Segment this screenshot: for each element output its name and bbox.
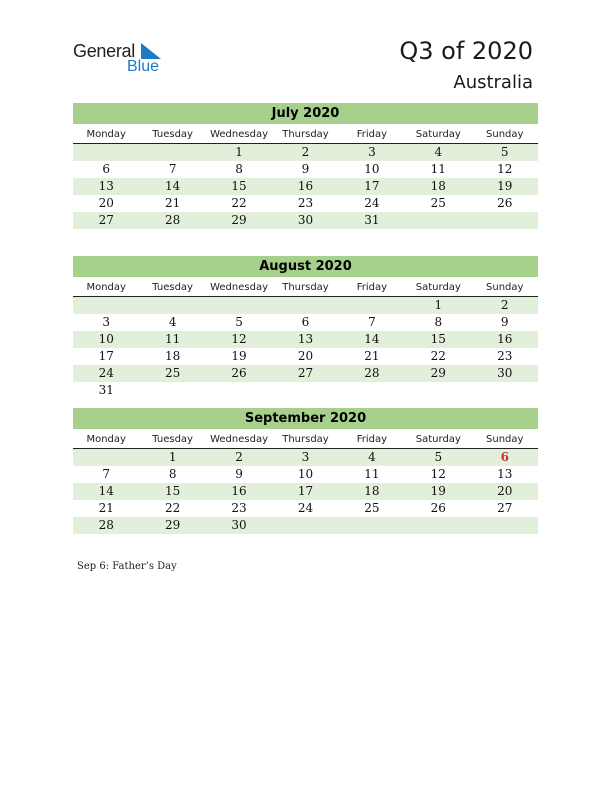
day-cell xyxy=(472,517,538,534)
day-cell: 10 xyxy=(98,332,114,346)
weekday-label: Sunday xyxy=(486,434,524,445)
day-cell: 9 xyxy=(500,315,509,329)
day-cell: 27 xyxy=(297,366,314,380)
day-cell: 7 xyxy=(368,315,376,329)
day-cell: 5 xyxy=(500,145,509,159)
week-row xyxy=(73,365,538,382)
day-cell: 30 xyxy=(497,366,513,380)
weekday-label: Thursday xyxy=(282,434,329,445)
day-cell xyxy=(272,382,338,399)
weekday-label: Friday xyxy=(356,282,388,293)
day-cell xyxy=(139,144,205,161)
day-cell: 27 xyxy=(497,501,513,515)
weekday-label: Wednesday xyxy=(210,282,268,293)
day-cell: 25 xyxy=(430,196,446,210)
week-row xyxy=(73,178,538,195)
day-cell: 24 xyxy=(364,196,380,210)
day-cell: 15 xyxy=(231,179,247,193)
day-cell: 7 xyxy=(168,162,177,176)
day-cell: 28 xyxy=(164,213,181,227)
day-cell: 13 xyxy=(497,467,513,481)
day-cell: 11 xyxy=(164,332,181,346)
day-cell: 16 xyxy=(231,484,247,498)
logo-text-blue: Blue xyxy=(127,58,160,75)
day-cell: 11 xyxy=(430,162,446,176)
week-row xyxy=(73,449,538,466)
day-cell: 16 xyxy=(297,179,314,193)
day-cell: 2 xyxy=(301,145,310,159)
day-cell: 6 xyxy=(102,162,111,176)
country-title: Australia xyxy=(453,72,533,93)
day-cell: 20 xyxy=(297,349,314,363)
day-cell: 23 xyxy=(297,196,314,210)
day-cell: 17 xyxy=(297,484,314,498)
day-cell: 8 xyxy=(235,162,243,176)
day-cell: 2 xyxy=(235,450,243,464)
weekday-label: Saturday xyxy=(415,282,461,293)
day-cell: 21 xyxy=(98,501,114,515)
week-row xyxy=(73,314,538,331)
day-cell: 12 xyxy=(430,467,446,481)
weekday-header-row xyxy=(73,432,538,449)
week-row xyxy=(73,382,538,399)
weekday-label: Friday xyxy=(356,129,388,140)
day-cell: 19 xyxy=(497,179,513,193)
day-cell: 28 xyxy=(98,518,114,532)
day-cell: 13 xyxy=(297,332,314,346)
week-row xyxy=(73,517,538,534)
general-blue-logo xyxy=(73,41,173,77)
day-cell: 12 xyxy=(231,332,247,346)
weekday-label: Tuesday xyxy=(152,129,193,140)
day-cell: 18 xyxy=(430,179,446,193)
weekday-label: Saturday xyxy=(415,434,461,445)
week-row xyxy=(73,212,538,229)
month-calendar xyxy=(73,408,538,534)
day-cell xyxy=(405,382,471,399)
day-cell: 3 xyxy=(102,315,111,329)
day-cell: 30 xyxy=(231,518,247,532)
day-cell xyxy=(139,382,205,399)
day-cell xyxy=(73,297,139,314)
day-cell: 15 xyxy=(430,332,446,346)
week-row xyxy=(73,466,538,483)
day-cell: 5 xyxy=(235,315,243,329)
day-cell: 24 xyxy=(297,501,314,515)
weekday-label: Monday xyxy=(86,129,126,140)
day-cell xyxy=(73,144,139,161)
day-cell: 27 xyxy=(98,213,114,227)
week-row xyxy=(73,161,538,178)
day-cell xyxy=(405,517,471,534)
week-row xyxy=(73,331,538,348)
weekday-label: Thursday xyxy=(282,129,329,140)
weekday-label: Wednesday xyxy=(210,129,268,140)
weekday-label: Tuesday xyxy=(152,282,193,293)
day-cell: 23 xyxy=(231,501,247,515)
day-cell: 8 xyxy=(168,467,177,481)
day-cell: 22 xyxy=(231,196,247,210)
week-row xyxy=(73,144,538,161)
day-cell: 25 xyxy=(364,501,380,515)
day-cell: 20 xyxy=(98,196,114,210)
day-cell: 29 xyxy=(430,366,446,380)
day-cell: 23 xyxy=(497,349,513,363)
week-row xyxy=(73,348,538,365)
day-cell xyxy=(272,517,338,534)
day-cell: 3 xyxy=(301,450,310,464)
day-cell: 8 xyxy=(434,315,443,329)
day-cell: 14 xyxy=(98,484,114,498)
quarter-title: Q3 of 2020 xyxy=(399,37,533,65)
day-cell: 1 xyxy=(235,145,243,159)
day-cell: 6 xyxy=(301,315,310,329)
weekday-label: Monday xyxy=(86,434,126,445)
day-cell: 29 xyxy=(164,518,181,532)
logo-text-general: General xyxy=(73,41,135,61)
day-cell: 30 xyxy=(297,213,314,227)
day-cell: 4 xyxy=(368,450,376,464)
day-cell xyxy=(472,382,538,399)
weekday-header-row xyxy=(73,280,538,297)
weekday-header-row xyxy=(73,127,538,144)
day-cell: 19 xyxy=(430,484,446,498)
holiday-note: Sep 6: Father’s Day xyxy=(77,561,177,572)
day-cell: 1 xyxy=(168,450,177,464)
day-cell: 31 xyxy=(364,213,380,227)
day-cell xyxy=(73,449,139,466)
day-cell: 4 xyxy=(168,315,177,329)
month-calendar xyxy=(73,103,538,229)
day-cell: 2 xyxy=(500,298,509,312)
day-cell: 28 xyxy=(364,366,380,380)
day-cell: 4 xyxy=(434,145,443,159)
day-cell xyxy=(206,297,272,314)
day-cell: 14 xyxy=(364,332,380,346)
day-cell: 12 xyxy=(497,162,513,176)
day-cell: 22 xyxy=(164,501,181,515)
holiday-day-cell: 6 xyxy=(500,450,509,464)
day-cell: 24 xyxy=(98,366,114,380)
day-cell: 21 xyxy=(164,196,181,210)
month-calendar xyxy=(73,256,538,399)
month-title: July 2020 xyxy=(73,103,538,124)
week-row xyxy=(73,297,538,314)
day-cell xyxy=(339,517,405,534)
weekday-label: Monday xyxy=(86,282,126,293)
day-cell: 1 xyxy=(434,298,443,312)
day-cell: 10 xyxy=(364,162,380,176)
week-row xyxy=(73,483,538,500)
day-cell xyxy=(339,297,405,314)
day-cell: 7 xyxy=(102,467,111,481)
day-cell: 3 xyxy=(368,145,376,159)
day-cell: 18 xyxy=(164,349,181,363)
day-cell: 29 xyxy=(231,213,247,227)
day-cell xyxy=(206,382,272,399)
week-row xyxy=(73,195,538,212)
day-cell: 15 xyxy=(164,484,181,498)
week-row xyxy=(73,500,538,517)
day-cell: 11 xyxy=(364,467,380,481)
day-cell xyxy=(272,297,338,314)
day-cell: 9 xyxy=(235,467,243,481)
day-cell xyxy=(339,382,405,399)
weekday-label: Friday xyxy=(356,434,388,445)
weekday-label: Wednesday xyxy=(210,434,268,445)
day-cell: 16 xyxy=(497,332,513,346)
weekday-label: Tuesday xyxy=(152,434,193,445)
day-cell: 26 xyxy=(430,501,446,515)
day-cell: 18 xyxy=(364,484,380,498)
weekday-label: Thursday xyxy=(282,282,329,293)
day-cell: 17 xyxy=(364,179,380,193)
day-cell xyxy=(472,212,538,229)
weekday-label: Sunday xyxy=(486,129,524,140)
day-cell: 21 xyxy=(364,349,380,363)
day-cell xyxy=(139,297,205,314)
day-cell: 26 xyxy=(497,196,513,210)
day-cell: 26 xyxy=(231,366,247,380)
weekday-label: Sunday xyxy=(486,282,524,293)
day-cell: 10 xyxy=(297,467,314,481)
day-cell: 13 xyxy=(98,179,114,193)
day-cell: 19 xyxy=(231,349,247,363)
month-title: August 2020 xyxy=(73,256,538,277)
weekday-label: Saturday xyxy=(415,129,461,140)
day-cell: 22 xyxy=(430,349,446,363)
day-cell: 25 xyxy=(164,366,181,380)
month-title: September 2020 xyxy=(73,408,538,429)
day-cell: 20 xyxy=(497,484,513,498)
day-cell: 31 xyxy=(98,383,114,397)
day-cell xyxy=(405,212,471,229)
day-cell: 9 xyxy=(301,162,310,176)
day-cell: 17 xyxy=(98,349,114,363)
day-cell: 5 xyxy=(434,450,443,464)
day-cell: 14 xyxy=(164,179,181,193)
